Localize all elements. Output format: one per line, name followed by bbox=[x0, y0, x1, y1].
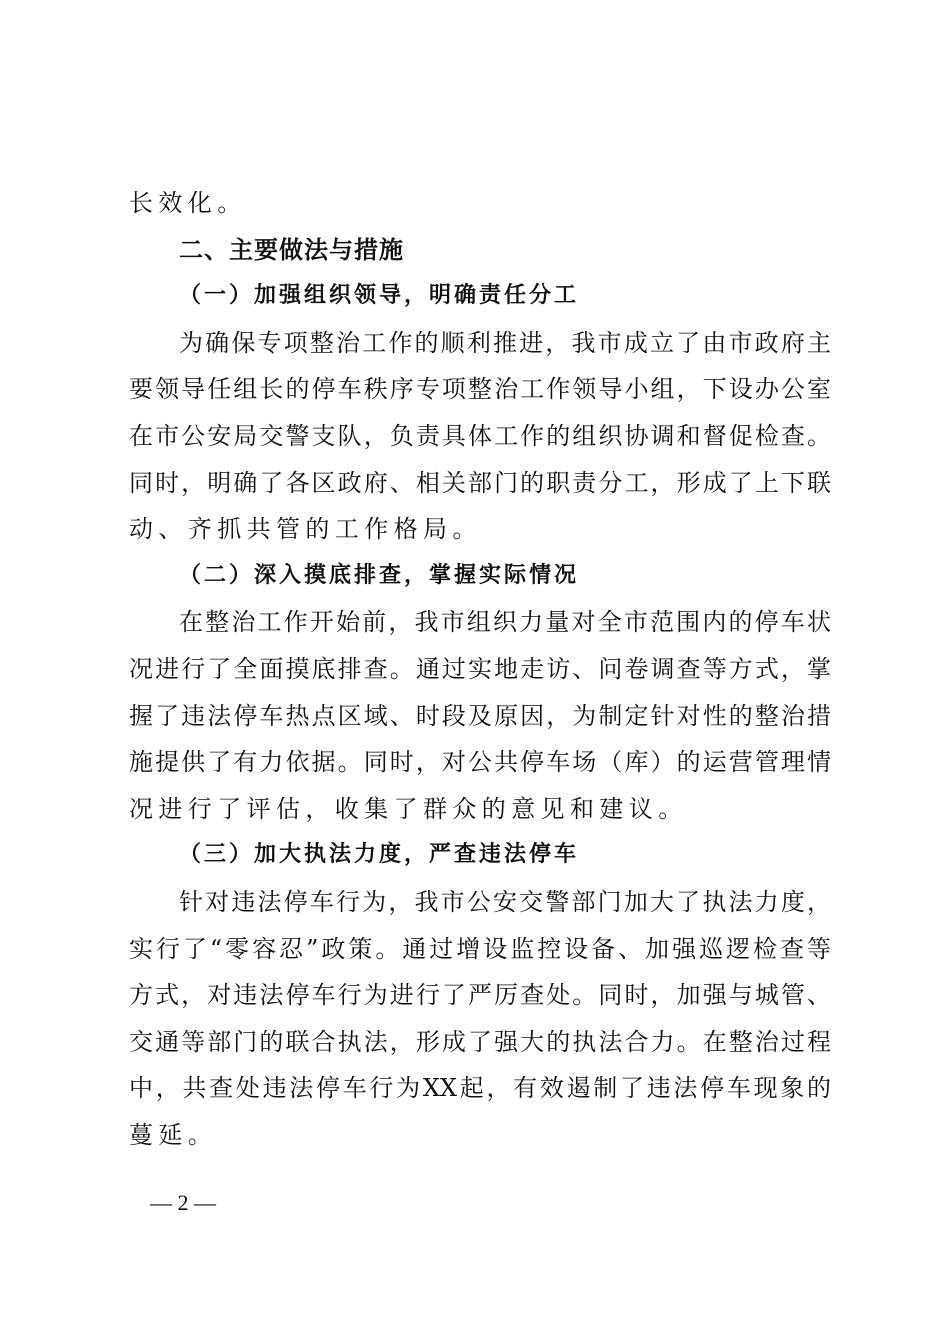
paragraph-line: 在整治工作开始前，我市组织力量对全市范围内的停车状 bbox=[179, 608, 831, 637]
paragraph-line: 交通等部门的联合执法，形成了强大的执法合力。在整治过程 bbox=[129, 1027, 831, 1056]
paragraph-line: 中，共查处违法停车行为XX起，有效遏制了违法停车现象的 bbox=[129, 1074, 831, 1103]
paragraph-line: 针对违法停车行为，我市公安交警部门加大了执法力度， bbox=[179, 887, 831, 916]
subsection-heading-1: （一）加强组织领导，明确责任分工 bbox=[179, 283, 580, 309]
paragraph-line: 在市公安局交警支队，负责具体工作的组织协调和督促检查。 bbox=[129, 421, 831, 450]
paragraph-line: 动、齐抓共管的工作格局。 bbox=[129, 515, 482, 544]
paragraph-line: 同时，明确了各区政府、相关部门的职责分工，形成了上下联 bbox=[129, 468, 831, 497]
paragraph-line: 况进行了全面摸底排查。通过实地走访、问卷调查等方式，掌 bbox=[129, 654, 831, 683]
subsection-heading-3: （三）加大执法力度，严查违法停车 bbox=[179, 842, 580, 868]
subsection-heading-2: （二）深入摸底排查，掌握实际情况 bbox=[179, 562, 580, 588]
paragraph-line: 要领导任组长的停车秩序专项整治工作领导小组，下设办公室 bbox=[129, 375, 831, 404]
paragraph-line: 况进行了评估，收集了群众的意见和建议。 bbox=[129, 794, 688, 823]
paragraph-line: 方式，对违法停车行为进行了严厉查处。同时，加强与城管、 bbox=[129, 981, 831, 1010]
paragraph-line: 实行了“零容忍”政策。通过增设监控设备、加强巡逻检查等 bbox=[129, 934, 831, 963]
page-number: — 2 — bbox=[150, 1190, 216, 1215]
paragraph-line: 握了违法停车热点区域、时段及原因，为制定针对性的整治措 bbox=[129, 701, 831, 730]
paragraph-line: 蔓延。 bbox=[129, 1120, 218, 1149]
section-heading: 二、主要做法与措施 bbox=[179, 235, 404, 264]
document-body bbox=[129, 180, 831, 1158]
paragraph-continuation: 长效化。 bbox=[129, 189, 247, 217]
paragraph-line: 施提供了有力依据。同时，对公共停车场（库）的运营管理情 bbox=[129, 748, 831, 777]
paragraph-line: 为确保专项整治工作的顺利推进，我市成立了由市政府主 bbox=[179, 328, 831, 357]
